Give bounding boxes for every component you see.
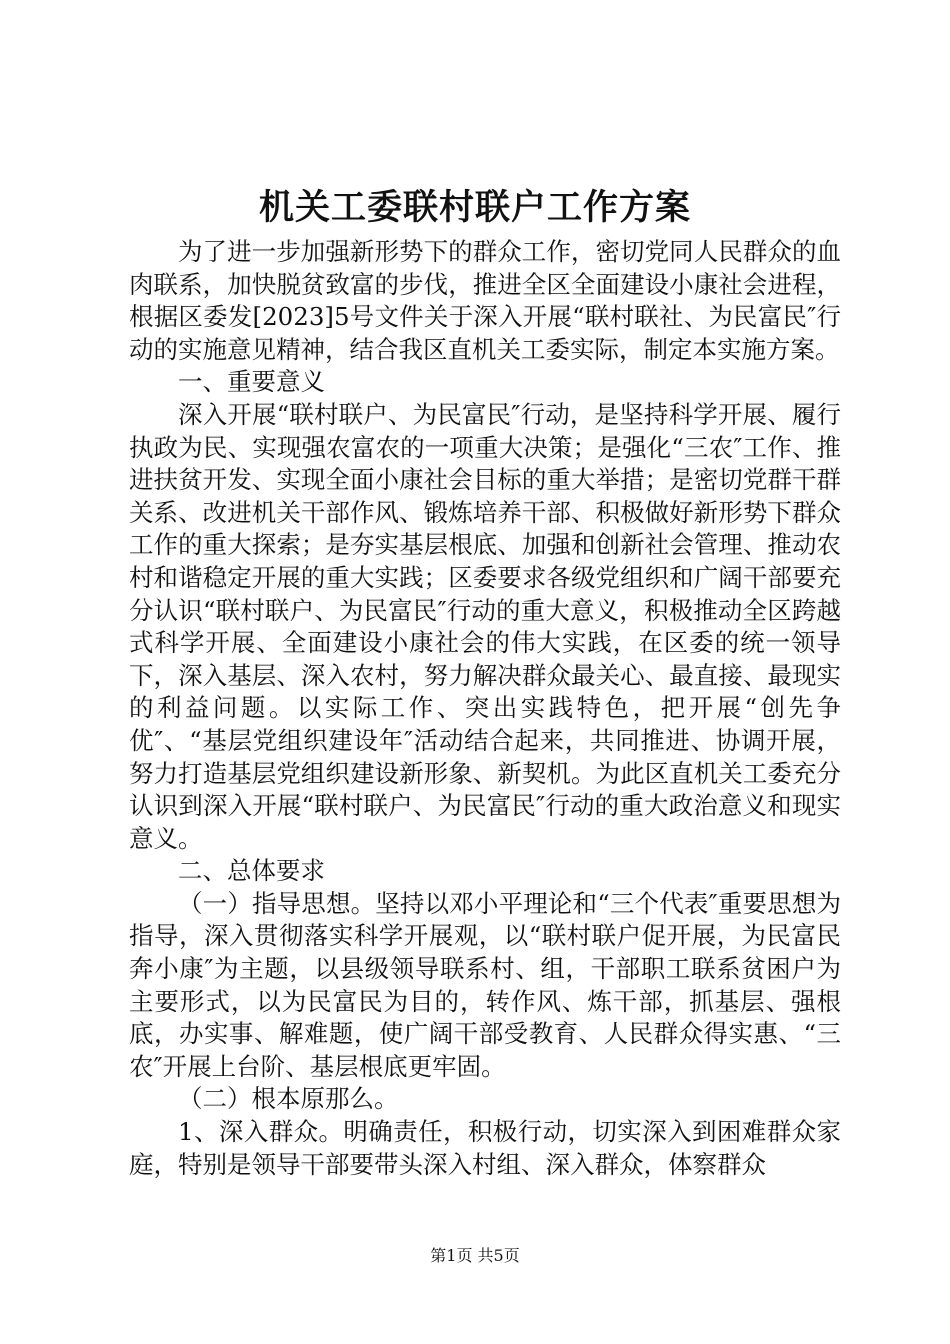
document-body [129,236,841,1181]
page-number-footer: 第1页 共5页 [430,1246,520,1265]
importance-paragraph: 深入开展“联村联户、为民富民″行动，是坚持科学开展、履行执政为民、实现强农富农的一项重大决策；是强化“三农″工作、推进扶贫开发、实现全面小康社会目标的重大举措；是密切党群干群关系、改进机关干部作风、锻炼培养干部、积极做好新形势下群众工作的重大探索；是夯实基层根底、加强和创新社会管理、推动农村和谐稳定开展的重大实践；区委要求各级党组织和广阔干部要充分认识“联村联户、为民富民″行动的重大意义，积极推动全区跨越式科学开展、全面建设小康社会的伟大实践，在区委的统一领导下，深入基层、深入农村，努力解决群众最关心、最直接、最现实的利益问题。以实际工作、突出实践特色，把开展“创先争优″、“基层党组织建设年″活动结合起来，共同推进、协调开展，努力打造基层党组织建设新形象、新契机。为此区直机关工委充分认识到深入开展“联村联户、为民富民″行动的重大政治意义和现实意义。 [129,399,841,853]
intro-paragraph: 为了进一步加强新形势下的群众工作，密切党同人民群众的血肉联系，加快脱贫致富的步伐，推进全区全面建设小康社会进程，根据区委发[2023]5号文件关于深入开展“联村联社、为民富民″行动的实施意见精神，结合我区直机关工委实际，制定本实施方案。 [129,237,841,364]
section-heading-importance: 一、重要意义 [178,367,325,397]
document-title: 机关工委联村联户工作方案 [258,187,691,228]
guiding-ideology-paragraph: （一）指导思想。坚持以邓小平理论和“三个代表″重要思想为指导，深入贯彻落实科学开展观，以“联村联户促开展，为民富民奔小康″为主题，以县级领导联系村、组，干部职工联系贫困户为主要形式，以为民富民为目的，转作风、炼干部，抓基层、强根底，办实事、解难题，使广阔干部受教育、人民群众得实惠、“三农″开展上台阶、基层根底更牢固。 [129,888,841,1081]
principle-1-paragraph: 1、深入群众。明确责任，积极行动，切实深入到困难群众家庭，特别是领导干部要带头深入村组、深入群众，体察群众 [129,1117,841,1179]
subsection-heading-principles: （二）根本原那么。 [178,1084,399,1114]
section-heading-requirements: 二、总体要求 [178,856,325,886]
